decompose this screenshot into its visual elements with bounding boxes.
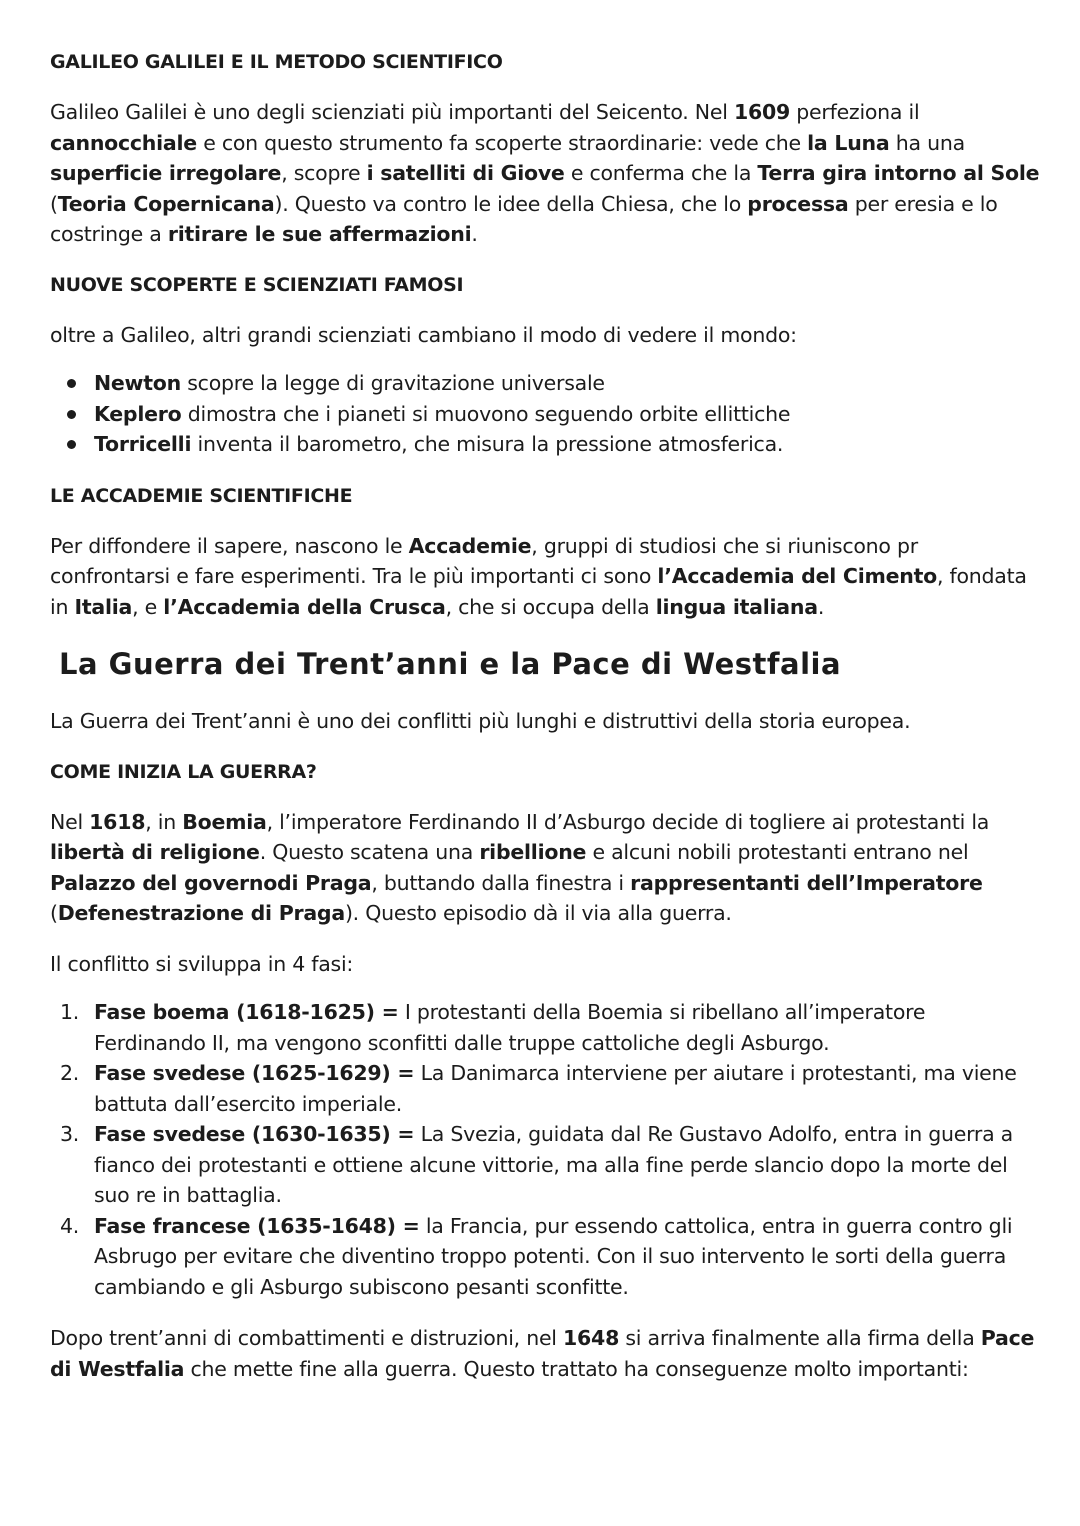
bold-text: ritirare le sue affermazioni [167, 222, 472, 246]
bold-text: Terra gira intorno al Sole [757, 161, 1040, 185]
document-page [50, 47, 1040, 1404]
scientist-name: Keplero [94, 401, 182, 426]
phases-list [50, 997, 1040, 1302]
phase-label: Fase francese (1635-1648) = [94, 1213, 420, 1238]
text: , in [145, 809, 183, 834]
bold-text: 1648 [563, 1326, 620, 1350]
list-number: 1. [60, 1000, 80, 1024]
bold-text: l’Accademia del Cimento [657, 564, 937, 588]
text: La Svezia, guidata dal Re Gustavo Adolfo, entra in guerra a fianco dei protestanti e ottiene alcune vittorie, ma alla fine perde slancio dopo la morte del suo re in battaglia. [94, 1122, 1013, 1207]
bold-text: superficie irregolare [50, 161, 282, 185]
fasi-intro: Il conflitto si sviluppa in 4 fasi: [50, 951, 354, 976]
text: si arriva finalmente alla firma della [619, 1326, 981, 1350]
text: , scopre [281, 161, 367, 185]
bold-text: rappresentanti dell’Imperatore [630, 870, 983, 895]
bold-text: 1618 [89, 809, 146, 834]
text: , e [132, 594, 164, 619]
list-item [50, 1119, 1040, 1211]
list-item [50, 368, 1040, 399]
text: per eresia e lo costringe a [50, 191, 998, 246]
text: . [471, 222, 478, 246]
bold-text: lingua italiana [655, 594, 818, 619]
bold-text: cannocchiale [50, 130, 197, 155]
accademie-paragraph [50, 531, 1040, 623]
bold-text: Pace di Westfalia [50, 1326, 1035, 1381]
text: Nel [50, 809, 90, 834]
bold-text: Boemia [182, 809, 267, 834]
phase-label: Fase svedese (1625-1629) = [94, 1061, 415, 1085]
bold-text: processa [747, 191, 849, 216]
bold-text: Defenestrazione di Praga [57, 901, 345, 925]
text: , fondata in [50, 564, 1027, 619]
text: , l’imperatore Ferdinando II d’Asburgo decide di togliere ai protestanti la [266, 809, 990, 834]
text: , che si occupa della [445, 594, 656, 619]
bold-text: i satelliti di Giove [366, 161, 565, 185]
list-number: 4. [60, 1213, 80, 1238]
text: Galileo Galilei è uno degli scienziati più importanti del Seicento. Nel [50, 100, 734, 124]
scoperte-heading: NUOVE SCOPERTE E SCIENZIATI FAMOSI [50, 273, 464, 296]
text: Per diffondere il sapere, nascono le [50, 533, 409, 558]
text: dimostra che i pianeti si muovono seguendo orbite ellittiche [181, 401, 791, 426]
text: . [817, 594, 825, 619]
text: che mette fine alla guerra. Questo trattato ha conseguenze molto importanti: [184, 1356, 969, 1381]
list-item [50, 399, 1040, 430]
text: e conferma che la [564, 161, 758, 185]
text: inventa il barometro, che misura la pressione atmosferica. [191, 432, 784, 456]
list-item [50, 429, 1040, 460]
bold-text: Teoria Copernicana [57, 191, 275, 216]
text: , buttando dalla finestra i [371, 870, 631, 895]
text: ( [50, 901, 58, 925]
text: ). Questo episodio dà il via alla guerra. [344, 901, 732, 925]
bold-text: 1609 [733, 100, 791, 124]
phase-label: Fase boema (1618-1625) = [94, 1000, 399, 1024]
scientist-name: Torricelli [94, 432, 192, 456]
text: ). Questo va contro le idee della Chiesa, che lo [274, 191, 748, 216]
bold-text: Italia [74, 594, 133, 619]
list-item [50, 1211, 1040, 1303]
accademie-heading: LE ACCADEMIE SCIENTIFICHE [50, 484, 353, 507]
conclusione-paragraph [50, 1323, 1040, 1384]
text: . Questo scatena una [259, 840, 480, 864]
scoperte-intro: oltre a Galileo, altri grandi scienziati cambiano il modo di vedere il mondo: [50, 322, 797, 347]
list-item [50, 1058, 1040, 1119]
text: ( [50, 191, 58, 216]
inizio-guerra-heading: COME INIZIA LA GUERRA? [50, 760, 317, 783]
guerra-title: La Guerra dei Trent’anni e la Pace di Westfalia [59, 647, 842, 681]
scientists-list [50, 368, 1040, 460]
galileo-paragraph [50, 97, 1040, 250]
inizio-guerra-paragraph [50, 807, 1040, 929]
bold-text: Palazzo del governodi Praga [50, 870, 372, 895]
scientist-name: Newton [94, 371, 181, 395]
list-number: 2. [60, 1061, 80, 1085]
text: e alcuni nobili protestanti entrano nel [586, 840, 969, 864]
text: , gruppi di studiosi che si riuniscono pr confrontarsi e fare esperimenti. Tra le più importanti ci sono [50, 533, 918, 588]
text: scopre la legge di gravitazione universale [180, 371, 605, 395]
text: perfeziona il [790, 100, 920, 124]
text: e con questo strumento fa scoperte straordinarie: vede che [196, 130, 808, 155]
text: La Danimarca interviene per aiutare i protestanti, ma viene battuta dall’esercito imperiale. [94, 1061, 1017, 1116]
phase-label: Fase svedese (1630-1635) = [94, 1122, 415, 1146]
bold-text: libertà di religione [50, 840, 260, 864]
list-item [50, 997, 1040, 1058]
text: ha una [889, 130, 965, 155]
bold-text: Accademie [408, 533, 532, 558]
text: I protestanti della Boemia si ribellano all’imperatore Ferdinando II, ma vengono sconfitti dalle truppe cattoliche degli Asburgo. [94, 1000, 926, 1055]
text: la Francia, pur essendo cattolica, entra in guerra contro gli Asbrugo per evitare che diventino troppo potenti. Con il suo intervento le sorti della guerra cambiando e gli Asburgo subiscono pesanti sconfitte. [94, 1213, 1013, 1299]
galileo-heading: GALILEO GALILEI E IL METODO SCIENTIFICO [50, 51, 503, 73]
bold-text: l’Accademia della Crusca [163, 594, 446, 619]
guerra-intro: La Guerra dei Trent’anni è uno dei conflitti più lunghi e distruttivi della storia europea. [50, 709, 911, 733]
list-number: 3. [60, 1122, 80, 1146]
text: Dopo trent’anni di combattimenti e distruzioni, nel [50, 1326, 564, 1350]
bold-text: la Luna [807, 130, 890, 155]
bold-text: ribellione [479, 840, 587, 864]
